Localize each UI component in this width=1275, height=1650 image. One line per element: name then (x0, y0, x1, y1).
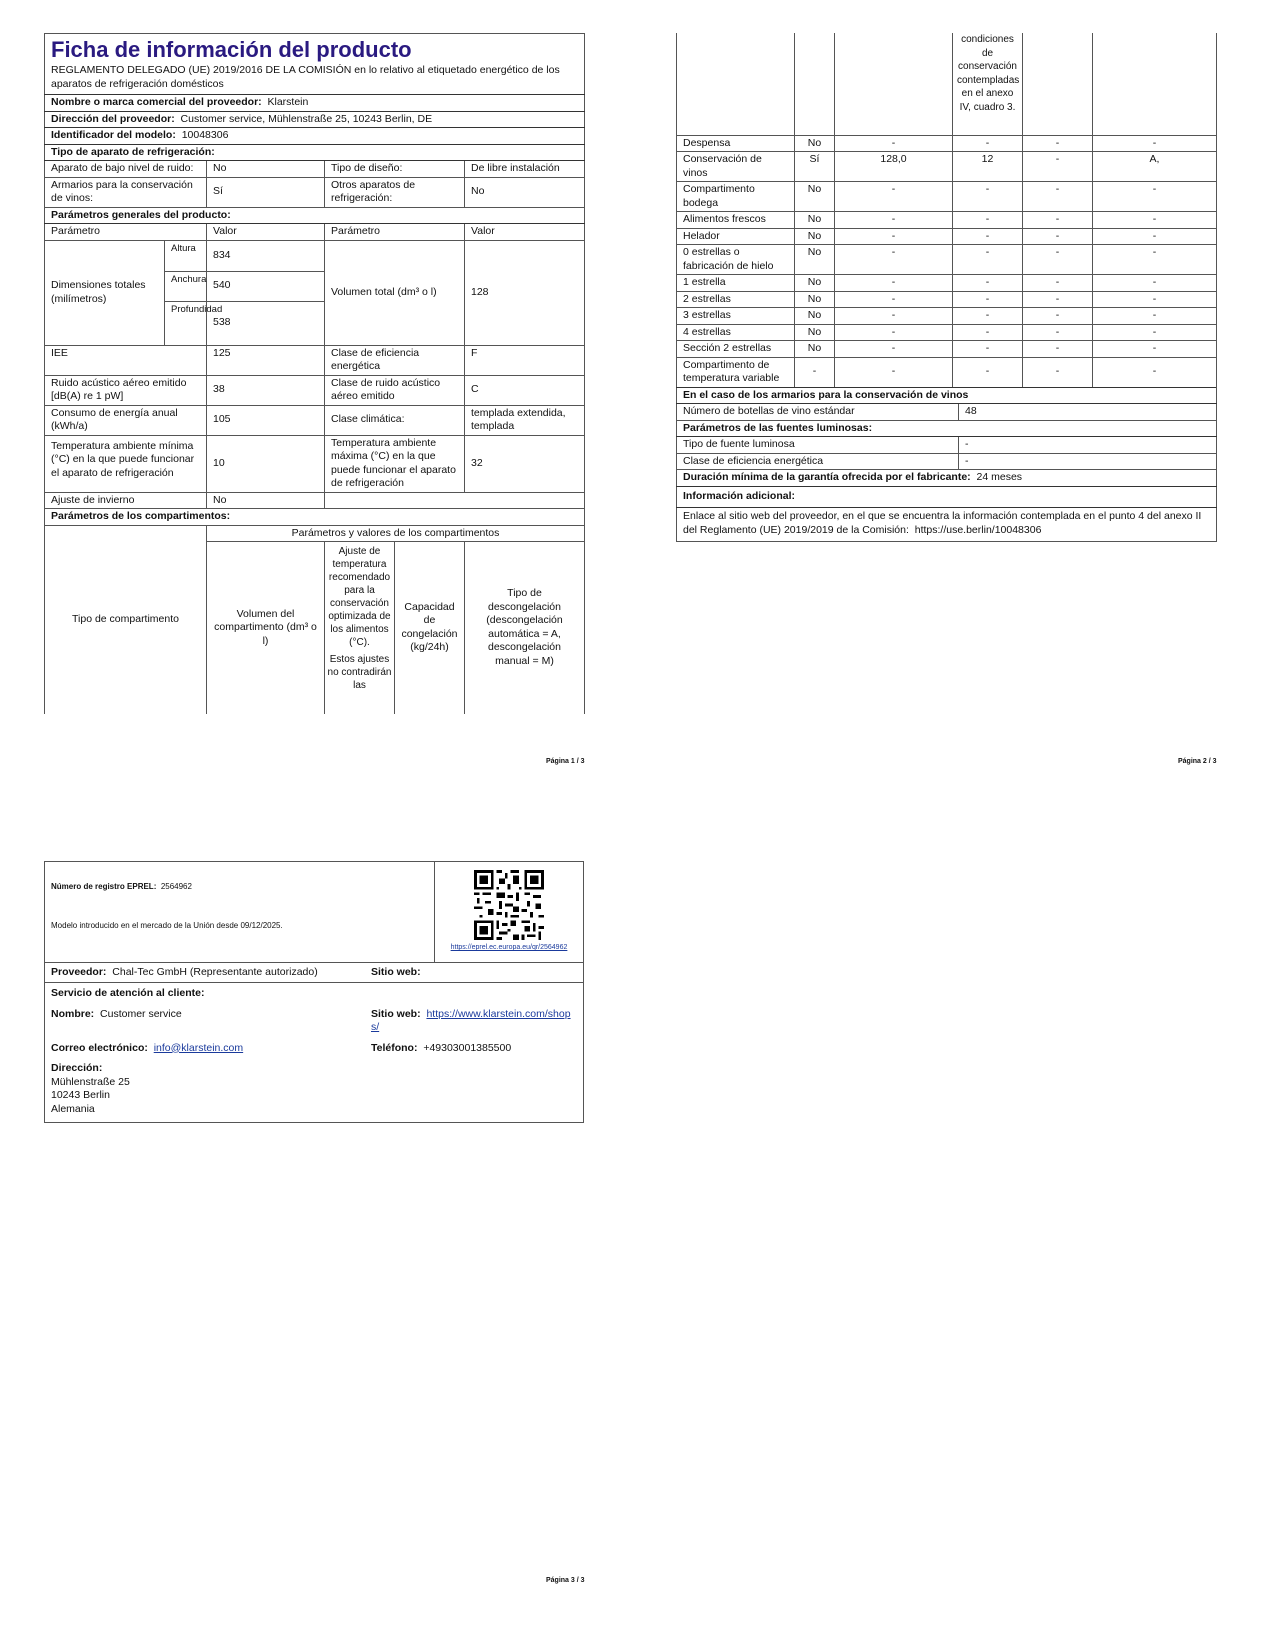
compartment-row (677, 308, 1217, 325)
cont-cell-b (795, 33, 835, 135)
compartment-freezing: - (1023, 212, 1093, 229)
product-info-table-p1 (44, 33, 585, 526)
cont-cell-e (1023, 33, 1093, 135)
address-line-2: 10243 Berlin (51, 1089, 110, 1101)
compartment-temp: - (953, 357, 1023, 387)
address-label: Dirección: (51, 1062, 103, 1074)
compartment-volume: - (835, 357, 953, 387)
compartment-present: No (795, 275, 835, 292)
winter-value: No (207, 492, 325, 509)
compartment-name: 3 estrellas (677, 308, 795, 325)
compartment-temp: - (953, 212, 1023, 229)
compartment-temp: - (953, 341, 1023, 358)
compartment-name: Compartimento de temperatura variable (677, 357, 795, 387)
regulation-text: REGLAMENTO DELEGADO (UE) 2019/2016 DE LA COMISIÓN en lo relativo al etiquetado energético de los aparatos de refrigeración domésticos (51, 64, 560, 90)
compartment-defrost: A, (1093, 152, 1217, 182)
general-params-heading: Parámetros generales del producto: (45, 207, 585, 224)
height-label: Altura (165, 240, 207, 271)
compartment-name: Despensa (677, 135, 795, 152)
eei-value: 125 (207, 345, 325, 375)
supplier-value: Chal-Tec GmbH (Representante autorizado) (112, 966, 318, 978)
appliance-type-heading: Tipo de aparato de refrigeración: (45, 144, 585, 161)
light-class-label: Clase de eficiencia energética (677, 453, 959, 470)
email-link[interactable]: info@klarstein.com (153, 1041, 244, 1054)
total-volume-value: 128 (465, 240, 585, 345)
compartment-volume-header: Volumen del compartimento (dm³ o l) (207, 542, 325, 714)
temp-setting-header-cell (325, 542, 395, 714)
compartment-table (676, 33, 1217, 388)
compartment-freezing: - (1023, 135, 1093, 152)
height-value: 834 (207, 240, 325, 271)
page-title: Ficha de información del producto (51, 37, 412, 62)
winter-label: Ajuste de invierno (45, 492, 207, 509)
supplier-address: Customer service, Mühlenstraße 25, 10243 Berlin, DE (180, 112, 433, 125)
compartment-volume: - (835, 275, 953, 292)
qr-link[interactable]: https://eprel.ec.europa.eu/qr/2564962 (450, 944, 568, 951)
noise-label: Ruido acústico aéreo emitido [dB(A) re 1 pW] (45, 375, 207, 405)
min-temp-label: Temperatura ambiente mínima (°C) en la que puede funcionar el aparato de refrigeración (45, 435, 207, 492)
market-text: Modelo introducido en el mercado de la Unión desde 09/12/2025. (51, 921, 283, 930)
climate-class-value: templada extendida, templada (465, 405, 585, 435)
compartment-row (677, 324, 1217, 341)
light-type-label: Tipo de fuente luminosa (677, 437, 959, 454)
compartment-row (677, 135, 1217, 152)
col-value-header: Valor (207, 224, 325, 241)
temp-setting-cont: condiciones de conservación contempladas en el anexo IV, cuadro 3. (953, 33, 1023, 135)
eprel-label: Número de registro EPREL: (51, 882, 157, 891)
compartment-present: No (795, 212, 835, 229)
qr-code-icon[interactable] (474, 870, 544, 940)
website-label: Sitio web: (371, 966, 421, 978)
eprel-value: 2564962 (160, 882, 192, 891)
compartment-present: No (795, 291, 835, 308)
compartment-freezing: - (1023, 357, 1093, 387)
cs-website-link[interactable]: https://www.klarstein.com/shops/ (371, 1007, 571, 1033)
name-label: Nombre: (51, 1007, 95, 1020)
wine-bottles-label: Número de botellas de vino estándar (677, 404, 959, 421)
address-line-3: Alemania (51, 1102, 95, 1115)
compartment-defrost: - (1093, 228, 1217, 245)
min-temp-value: 10 (207, 435, 325, 492)
cont-cell-c (835, 33, 953, 135)
customer-service-heading: Servicio de atención al cliente: (51, 987, 205, 999)
compartment-freezing: - (1023, 245, 1093, 275)
page-1 (44, 33, 584, 714)
supplier-address-label: Dirección del proveedor: (51, 112, 175, 125)
compartment-freezing: - (1023, 308, 1093, 325)
defrost-header: Tipo de descongelación (descongelación automática = A, descongelación manual = M) (465, 542, 585, 714)
compartment-group-header: Parámetros y valores de los compartimentos (207, 525, 585, 542)
compartment-freezing: - (1023, 291, 1093, 308)
max-temp-label: Temperatura ambiente máxima (°C) en la que puede funcionar el aparato de refrigeración (325, 435, 465, 492)
supplier-label: Proveedor: (51, 966, 107, 978)
warranty-value: 24 meses (976, 471, 1023, 483)
additional-url[interactable]: https://use.berlin/10048306 (914, 523, 1042, 536)
compartment-temp: - (953, 291, 1023, 308)
col-value-header-2: Valor (465, 224, 585, 241)
compartment-volume: - (835, 341, 953, 358)
compartment-present: No (795, 245, 835, 275)
other-appliance-value: No (465, 177, 585, 207)
width-value: 540 (207, 271, 325, 301)
phone-value: +49303001385500 (423, 1041, 512, 1054)
compartment-header-table (44, 525, 585, 714)
compartment-volume: - (835, 212, 953, 229)
compartment-present: No (795, 182, 835, 212)
model-id: 10048306 (181, 129, 229, 141)
compartment-params-heading: Parámetros de los compartimentos: (45, 509, 585, 526)
compartment-volume: - (835, 245, 953, 275)
compartment-temp: - (953, 182, 1023, 212)
compartment-temp: - (953, 324, 1023, 341)
email-label: Correo electrónico: (51, 1041, 148, 1054)
compartment-temp: - (953, 275, 1023, 292)
address-line-1: Mühlenstraße 25 (51, 1075, 130, 1088)
page-number-3: Página 3 / 3 (546, 1577, 585, 1584)
annual-energy-value: 105 (207, 405, 325, 435)
compartment-row (677, 182, 1217, 212)
freezing-capacity-header: Capacidad de congelación (kg/24h) (395, 542, 465, 714)
compartment-present: Sí (795, 152, 835, 182)
compartment-defrost: - (1093, 291, 1217, 308)
compartment-defrost: - (1093, 182, 1217, 212)
additional-text: Enlace al sitio web del proveedor, en el que se encuentra la información contemplada en el punto 4 del anexo II del Reglamento (UE) 2019/2019 de la Comisión: (683, 510, 1202, 536)
compartment-row (677, 228, 1217, 245)
noise-class-label: Clase de ruido acústico aéreo emitido (325, 375, 465, 405)
compartment-row (677, 341, 1217, 358)
compartment-row (677, 357, 1217, 387)
wine-storage-value: Sí (207, 177, 325, 207)
climate-class-label: Clase climática: (325, 405, 465, 435)
compartment-freezing: - (1023, 152, 1093, 182)
compartment-name: 2 estrellas (677, 291, 795, 308)
low-noise-label: Aparato de bajo nivel de ruido: (45, 161, 207, 178)
noise-value: 38 (207, 375, 325, 405)
warranty-label: Duración mínima de la garantía ofrecida por el fabricante: (683, 471, 971, 483)
empty-cell (325, 492, 585, 509)
low-noise-value: No (207, 161, 325, 178)
model-id-label: Identificador del modelo: (51, 129, 176, 141)
compartment-row (677, 212, 1217, 229)
cont-cell-a (677, 33, 795, 135)
compartment-name: Alimentos frescos (677, 212, 795, 229)
compartment-freezing: - (1023, 275, 1093, 292)
name-value: Customer service (100, 1007, 182, 1020)
wine-heading: En el caso de los armarios para la conservación de vinos (677, 387, 1217, 404)
max-temp-value: 32 (465, 435, 585, 492)
col-param-header: Parámetro (45, 224, 207, 241)
wine-bottles-value: 48 (959, 404, 1217, 421)
compartment-name: Conservación de vinos (677, 152, 795, 182)
supplier-name-label: Nombre o marca comercial del proveedor: (51, 96, 262, 108)
cs-website-label: Sitio web: (371, 1007, 421, 1020)
total-volume-label: Volumen total (dm³ o l) (325, 240, 465, 345)
light-class-value: - (959, 453, 1217, 470)
compartment-temp: - (953, 228, 1023, 245)
dimensions-label: Dimensiones totales (milímetros) (45, 240, 165, 345)
temp-setting-header: Ajuste de temperatura recomendado para la conservación optimizada de los alimentos (°C). (328, 546, 391, 648)
compartment-defrost: - (1093, 135, 1217, 152)
compartment-volume: - (835, 182, 953, 212)
compartment-freezing: - (1023, 182, 1093, 212)
compartment-present: No (795, 228, 835, 245)
compartment-defrost: - (1093, 212, 1217, 229)
extra-info-table (676, 387, 1217, 543)
compartment-temp: 12 (953, 152, 1023, 182)
compartment-volume: - (835, 308, 953, 325)
depth-label: Profundidad (165, 301, 207, 345)
compartment-freezing: - (1023, 228, 1093, 245)
wine-storage-label: Armarios para la conservación de vinos: (45, 177, 207, 207)
page-3 (44, 861, 584, 1123)
compartment-row (677, 245, 1217, 275)
depth-value: 538 (207, 301, 325, 345)
compartment-name: 1 estrella (677, 275, 795, 292)
eei-label: IEE (45, 345, 207, 375)
page-number-2: Página 2 / 3 (1178, 758, 1217, 765)
page-number-1: Página 1 / 3 (546, 758, 585, 765)
compartment-name: Sección 2 estrellas (677, 341, 795, 358)
energy-class-value: F (465, 345, 585, 375)
supplier-name: Klarstein (267, 96, 309, 108)
compartment-present: No (795, 341, 835, 358)
compartment-volume: 128,0 (835, 152, 953, 182)
light-heading: Parámetros de las fuentes luminosas: (677, 420, 1217, 437)
compartment-volume: - (835, 291, 953, 308)
width-label: Anchura (165, 271, 207, 301)
energy-class-label: Clase de eficiencia energética (325, 345, 465, 375)
compartment-row (677, 152, 1217, 182)
compartment-row (677, 291, 1217, 308)
compartment-type-header: Tipo de compartimento (45, 525, 207, 714)
design-type-value: De libre instalación (465, 161, 585, 178)
compartment-name: 4 estrellas (677, 324, 795, 341)
compartment-temp: - (953, 135, 1023, 152)
compartment-present: - (795, 357, 835, 387)
compartment-row (677, 275, 1217, 292)
compartment-freezing: - (1023, 341, 1093, 358)
noise-class-value: C (465, 375, 585, 405)
compartment-defrost: - (1093, 341, 1217, 358)
light-type-value: - (959, 437, 1217, 454)
compartment-temp: - (953, 245, 1023, 275)
annual-energy-label: Consumo de energía anual (kWh/a) (45, 405, 207, 435)
design-type-label: Tipo de diseño: (325, 161, 465, 178)
additional-heading: Información adicional: (677, 486, 1217, 508)
col-param-header-2: Parámetro (325, 224, 465, 241)
compartment-freezing: - (1023, 324, 1093, 341)
compartment-volume: - (835, 228, 953, 245)
compartment-defrost: - (1093, 357, 1217, 387)
temp-setting-note: Estos ajustes no contradirán las (327, 654, 392, 691)
compartment-defrost: - (1093, 275, 1217, 292)
phone-label: Teléfono: (371, 1041, 418, 1054)
compartment-name: 0 estrellas o fabricación de hielo (677, 245, 795, 275)
compartment-temp: - (953, 308, 1023, 325)
compartment-name: Helador (677, 228, 795, 245)
compartment-present: No (795, 324, 835, 341)
compartment-defrost: - (1093, 308, 1217, 325)
cont-cell-f (1093, 33, 1217, 135)
compartment-present: No (795, 308, 835, 325)
compartment-name: Compartimento bodega (677, 182, 795, 212)
page-2 (676, 33, 1216, 542)
compartment-defrost: - (1093, 324, 1217, 341)
other-appliance-label: Otros aparatos de refrigeración: (325, 177, 465, 207)
compartment-present: No (795, 135, 835, 152)
compartment-defrost: - (1093, 245, 1217, 275)
compartment-volume: - (835, 135, 953, 152)
compartment-volume: - (835, 324, 953, 341)
